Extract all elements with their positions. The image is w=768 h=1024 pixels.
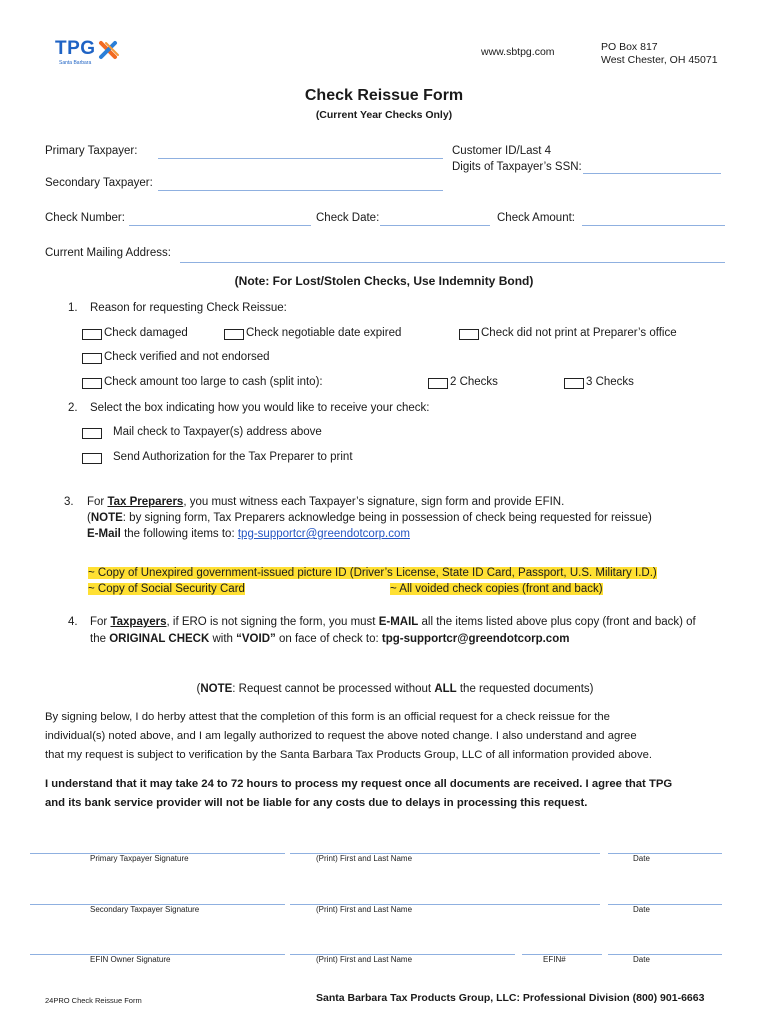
option-three-checks: 3 Checks [586,376,634,388]
option-did-not-print: Check did not print at Preparer’s office [481,327,677,339]
checkbox-three-checks[interactable] [564,378,584,389]
option-verified-not-endorsed: Check verified and not endorsed [104,351,270,363]
option-damaged: Check damaged [104,327,188,339]
for-text: For [87,496,105,508]
section-4-text-3: the [90,633,110,645]
section-4-text-2: all the items listed above plus copy (front and back) of [418,616,696,628]
mailing-address-label: Current Mailing Address: [45,247,171,259]
section-4-text-5: on face of check to: [275,633,382,645]
attest-line-3: that my request is subject to verification by the Santa Barbara Tax Products Group, LLC of all information provided above. [45,749,653,761]
tax-preparers-text: Tax Preparers [107,496,184,508]
checkbox-did-not-print[interactable] [459,329,479,340]
check-amount-label: Check Amount: [497,212,575,224]
section-4-email[interactable]: tpg-supportcr@greendotcorp.com [381,633,570,645]
logo-subtext: Santa Barbara [59,60,92,66]
primary-taxpayer-field[interactable] [158,158,443,159]
website: www.sbtpg.com [481,46,555,58]
address-line-1: PO Box 817 [601,41,658,53]
checkbox-two-checks[interactable] [428,378,448,389]
check-date-field[interactable] [380,225,490,226]
option-authorization: Send Authorization for the Tax Preparer to print [113,451,353,463]
section-4-number: 4. [68,616,78,628]
page-title: Check Reissue Form [304,87,464,104]
checkbox-authorization[interactable] [82,453,102,464]
section-4-line-2 [90,633,569,645]
checkbox-negotiable-expired[interactable] [224,329,244,340]
note-docs-text-1: : Request cannot be processed without [232,683,435,695]
primary-taxpayer-label: Primary Taxpayer: [45,145,138,157]
secondary-date-caption: Date [633,905,650,914]
checkbox-mail[interactable] [82,428,102,439]
efin-owner-date-line[interactable] [608,954,722,955]
email-caps-word: E-MAIL [378,616,419,628]
section-4-text-4: with [209,633,237,645]
note-open: ( [87,512,91,524]
logo-text: TPG [55,38,96,59]
footer-form-id: 24PRO Check Reissue Form [45,996,142,1005]
customer-id-label-2: Digits of Taxpayer’s SSN: [452,161,582,173]
note-docs-note: NOTE [200,683,233,695]
understand-line-2: and its bank service provider will not be liable for any costs due to delays in processing this request. [45,797,588,809]
primary-date-line[interactable] [608,853,722,854]
void-text: “VOID” [236,633,276,645]
option-amount-too-large: Check amount too large to cash (split into): [104,376,323,388]
logo-cross-icon [98,40,120,60]
highlight-ssn-copy: ~ Copy of Social Security Card [88,583,245,595]
primary-signature-caption: Primary Taxpayer Signature [90,854,189,863]
check-date-label: Check Date: [316,212,380,224]
check-number-field[interactable] [129,225,311,226]
checkbox-verified-not-endorsed[interactable] [82,353,102,364]
checkbox-amount-too-large[interactable] [82,378,102,389]
note-word: NOTE [90,512,123,524]
attest-line-2: individual(s) noted above, and I am legally authorized to request the above noted change. I also understand and agree [45,730,637,742]
efin-owner-signature-caption: EFIN Owner Signature [90,955,171,964]
section-4-text-1: , if ERO is not signing the form, you must [166,616,379,628]
efin-owner-print-name-caption: (Print) First and Last Name [316,955,413,964]
primary-date-caption: Date [633,854,650,863]
footer-company: Santa Barbara Tax Products Group, LLC: Professional Division (800) 901-6663 [316,992,705,1004]
section-3-line-2 [87,512,652,524]
option-negotiable-expired: Check negotiable date expired [246,327,402,339]
section-3-text-3: the following items to: [120,528,238,540]
note-docs-open: ( [196,683,201,695]
section-3-number: 3. [64,496,74,508]
attest-line-1: By signing below, I do herby attest that the completion of this form is an official request for a check reissue for the [45,711,610,723]
page-subtitle: (Current Year Checks Only) [315,109,453,121]
option-mail: Mail check to Taxpayer(s) address above [113,426,322,438]
section-4-line-1 [90,616,696,628]
lost-stolen-note: (Note: For Lost/Stolen Checks, Use Indemnity Bond) [234,274,534,288]
check-amount-field[interactable] [582,225,725,226]
section-2-number: 2. [68,402,78,414]
secondary-signature-caption: Secondary Taxpayer Signature [90,905,200,914]
secondary-print-name-caption: (Print) First and Last Name [316,905,413,914]
for-text-4: For [90,616,108,628]
check-number-label: Check Number: [45,212,125,224]
highlight-voided-checks: ~ All voided check copies (front and back) [390,583,603,595]
checkbox-damaged[interactable] [82,329,102,340]
efin-owner-date-caption: Date [633,955,650,964]
customer-id-label-1: Customer ID/Last 4 [452,145,552,157]
understand-line-1: I understand that it may take 24 to 72 hours to process my request once all documents are received. I agree that TPG [45,778,673,790]
support-email-link[interactable]: tpg-supportcr@greendotcorp.com [237,528,410,540]
section-3-line-1 [87,496,564,508]
option-two-checks: 2 Checks [450,376,498,388]
section-1-label: Reason for requesting Check Reissue: [90,302,287,314]
efin-number-caption: EFIN# [543,955,566,964]
taxpayers-text: Taxpayers [110,616,167,628]
original-check-text: ORIGINAL CHECK [109,633,210,645]
secondary-taxpayer-field[interactable] [158,190,443,191]
section-1-number: 1. [68,302,78,314]
secondary-date-line[interactable] [608,904,722,905]
note-docs-text-2: the requested documents) [456,683,594,695]
section-3-text-2: : by signing form, Tax Preparers acknowledge being in possession of check being requested for reissue) [122,512,652,524]
documents-note [0,683,768,695]
mailing-address-field[interactable] [180,262,725,263]
email-word: E-Mail [87,528,121,540]
primary-print-name-caption: (Print) First and Last Name [316,854,413,863]
address-line-2: West Chester, OH 45071 [601,54,718,66]
section-2-label: Select the box indicating how you would like to receive your check: [90,402,430,414]
secondary-taxpayer-label: Secondary Taxpayer: [45,177,153,189]
note-docs-all: ALL [434,683,457,695]
highlight-id-copy: ~ Copy of Unexpired government-issued picture ID (Driver’s License, State ID Card, Passport, U.S. Military I.D.) [88,567,657,579]
customer-id-field[interactable] [583,173,721,174]
section-3-text-1: , you must witness each Taxpayer’s signature, sign form and provide EFIN. [183,496,565,508]
section-3-line-3 [87,528,410,540]
tpg-logo [55,38,135,68]
